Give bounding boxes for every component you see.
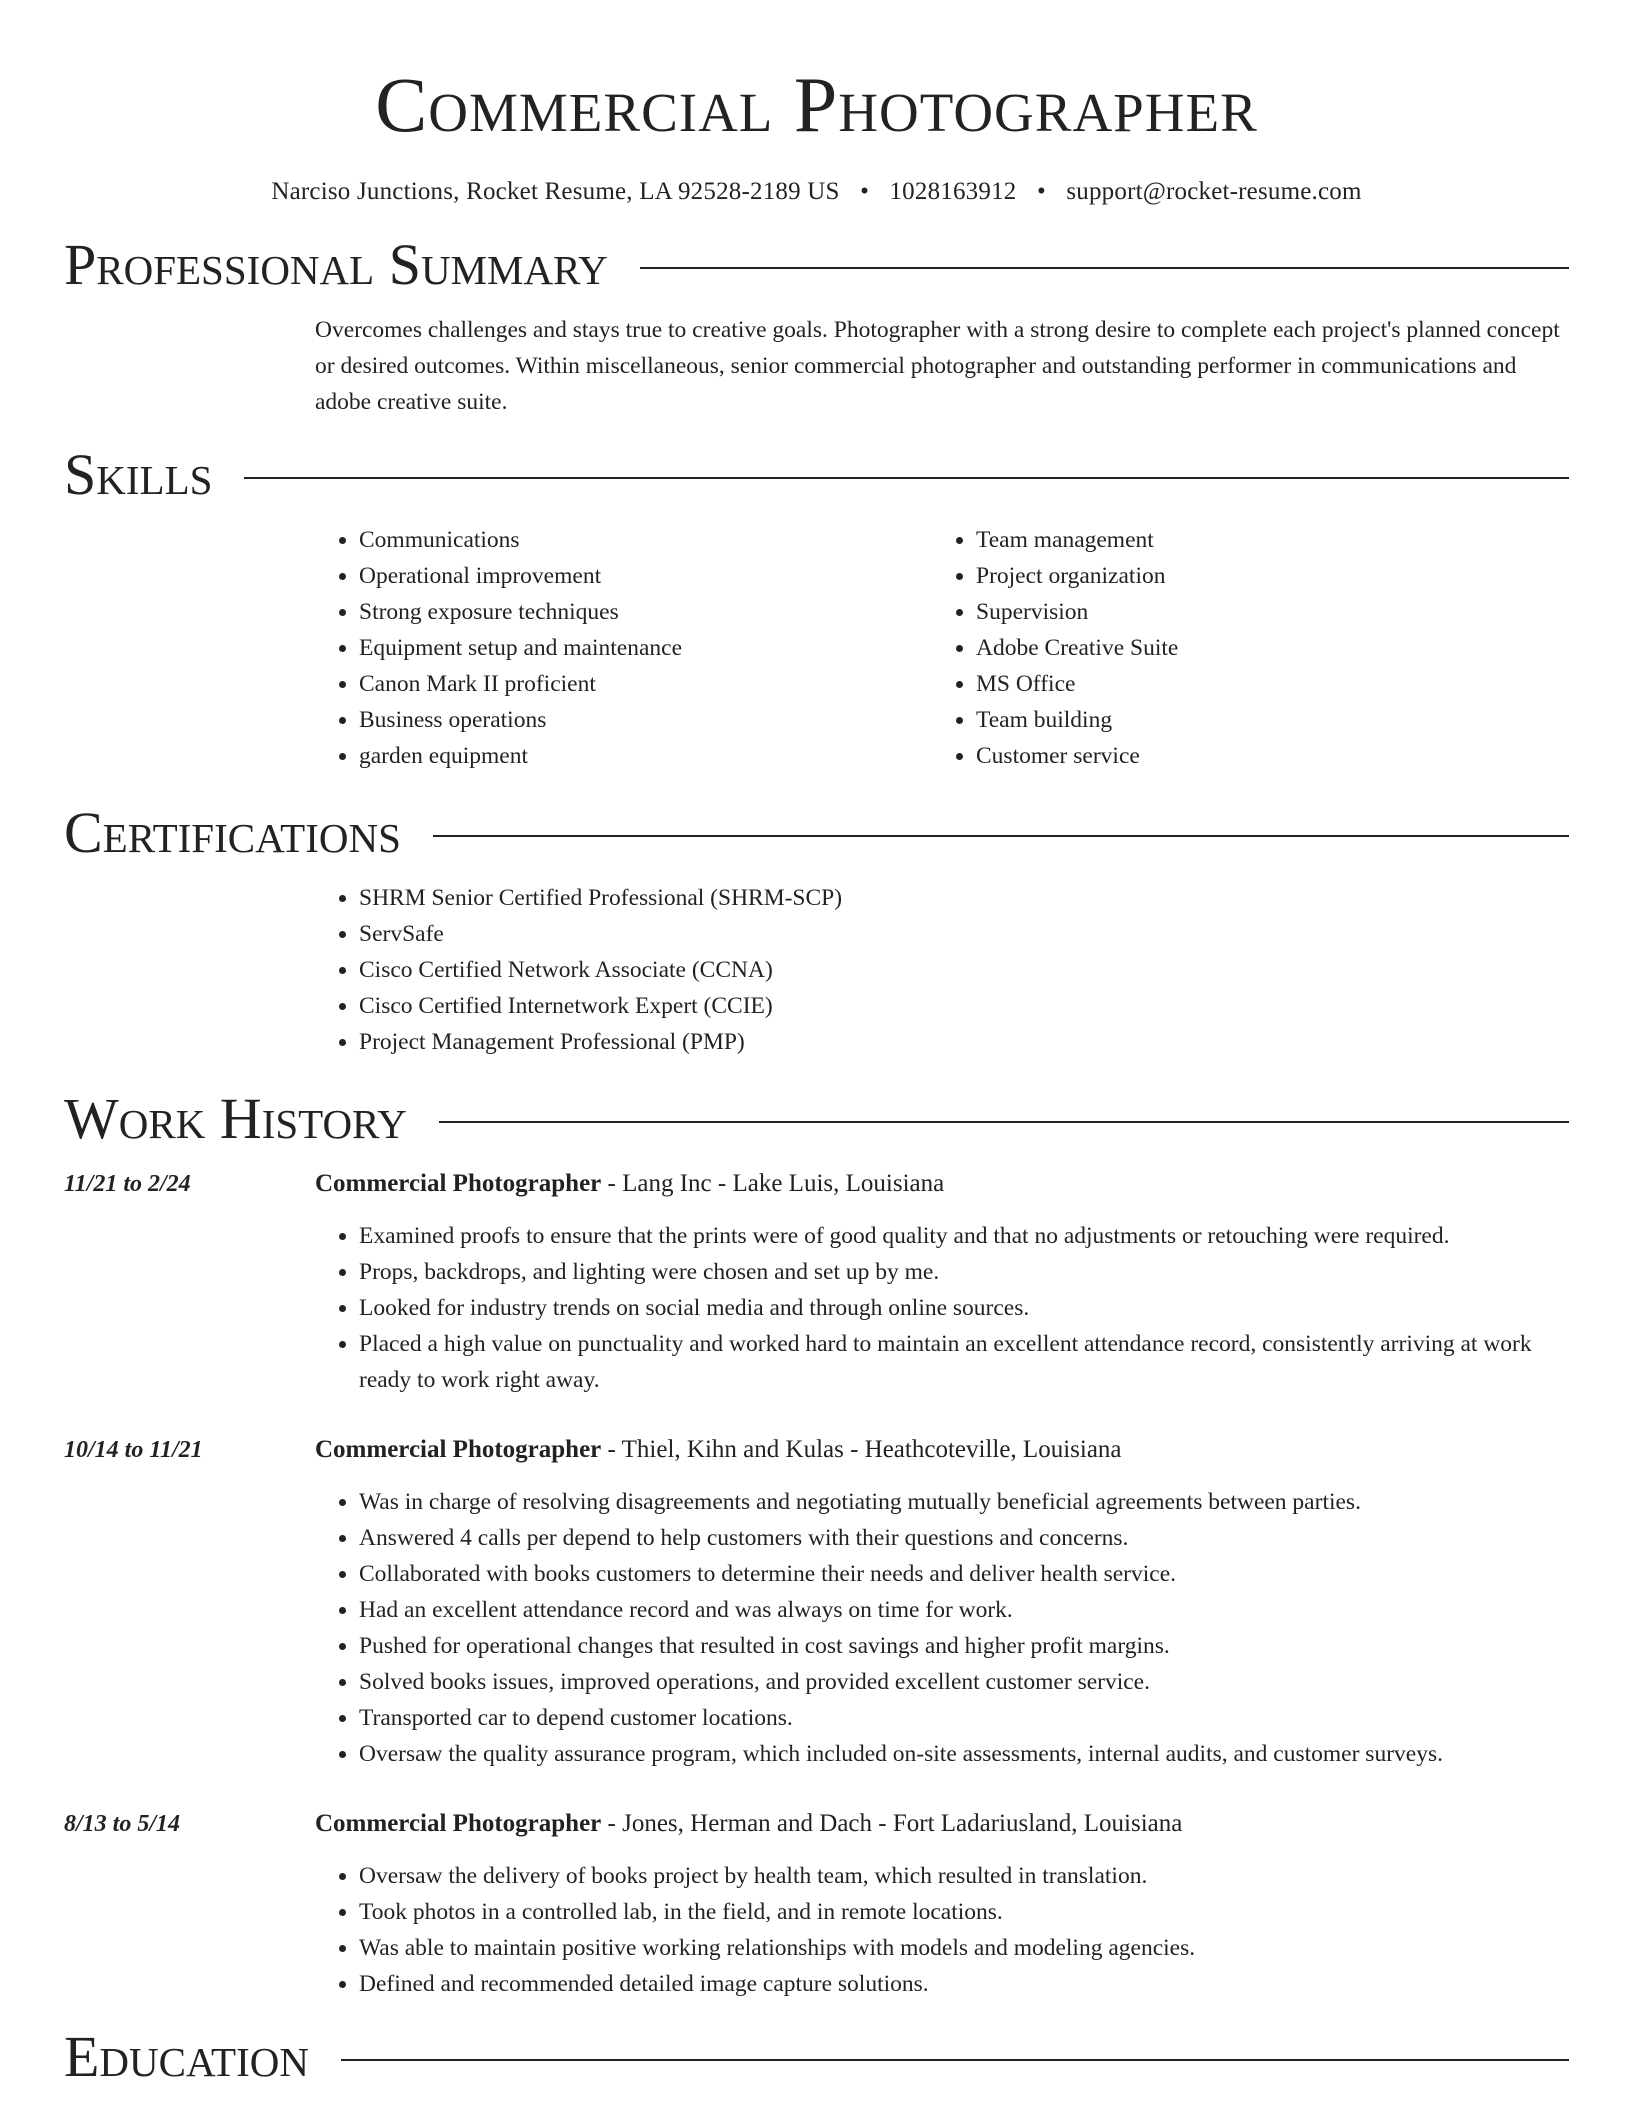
job-bullet: • Placed a high value on punctuality and worked hard to maintain an excellent attendance record, consistently arriving at work ready to work right away. [359, 1326, 1569, 1398]
certifications-heading: Certifications [64, 800, 401, 865]
job-details [315, 1806, 1569, 2002]
skill-item: • Team building [976, 702, 1549, 738]
resume-page [64, 0, 1569, 2089]
job-bullets [315, 1218, 1569, 1398]
job-title: Commercial Photographer [315, 1170, 602, 1197]
certification-item: • Project Management Professional (PMP) [359, 1024, 1569, 1060]
job-bullet: • Examined proofs to ensure that the prints were of good quality and that no adjustments or retouching were required. [359, 1218, 1569, 1254]
skill-item: • Business operations [359, 702, 932, 738]
section-divider [640, 267, 1569, 269]
resume-name: Commercial Photographer [375, 61, 1258, 148]
skills-heading: Skills [64, 442, 213, 507]
contact-separator: • [1036, 178, 1046, 205]
job-entry [64, 1432, 1569, 1772]
skill-item: • Team management [976, 522, 1549, 558]
skills-section-header [64, 442, 1569, 507]
work-heading: Work History [64, 1086, 407, 1151]
skill-item: • Supervision [976, 594, 1549, 630]
job-bullets [315, 1484, 1569, 1772]
skill-item: • Customer service [976, 738, 1549, 774]
contact-email: support@rocket-resume.com [1066, 178, 1362, 205]
job-bullet: • Was able to maintain positive working relationships with models and modeling agencies. [359, 1930, 1569, 1966]
section-divider [244, 477, 1569, 479]
job-bullet: • Transported car to depend customer locations. [359, 1700, 1569, 1736]
job-entry [64, 1166, 1569, 1398]
job-bullet: • Oversaw the delivery of books project by health team, which resulted in translation. [359, 1858, 1569, 1894]
job-dates: 10/14 to 11/21 [64, 1437, 203, 1463]
certification-item: • SHRM Senior Certified Professional (SHRM-SCP) [359, 880, 1569, 916]
section-divider [341, 2059, 1569, 2061]
job-bullet: • Was in charge of resolving disagreements and negotiating mutually beneficial agreements between parties. [359, 1484, 1569, 1520]
job-employer: - Thiel, Kihn and Kulas - Heathcoteville, Louisiana [601, 1436, 1122, 1463]
contact-line [64, 178, 1569, 206]
skill-item: • Adobe Creative Suite [976, 630, 1549, 666]
skills-list [315, 522, 1569, 774]
skill-item: • Equipment setup and maintenance [359, 630, 932, 666]
summary-section-header [64, 232, 1569, 297]
contact-phone: 1028163912 [889, 178, 1017, 205]
job-bullets [315, 1858, 1569, 2002]
job-bullet: • Defined and recommended detailed image capture solutions. [359, 1966, 1569, 2002]
job-bullet: • Answered 4 calls per depend to help customers with their questions and concerns. [359, 1520, 1569, 1556]
job-employer: - Jones, Herman and Dach - Fort Ladariusland, Louisiana [601, 1810, 1183, 1837]
education-section-header [64, 2024, 1569, 2089]
certification-item: • Cisco Certified Internetwork Expert (CCIE) [359, 988, 1569, 1024]
skills-column-right [932, 522, 1549, 774]
skill-item: • Operational improvement [359, 558, 932, 594]
skill-item: • Communications [359, 522, 932, 558]
certifications-list [315, 880, 1569, 1060]
section-divider [439, 1121, 1569, 1123]
job-dates: 8/13 to 5/14 [64, 1811, 181, 1837]
certifications-section-header [64, 800, 1569, 865]
job-bullet: • Oversaw the quality assurance program, which included on-site assessments, internal audits, and customer surveys. [359, 1736, 1569, 1772]
job-bullet: • Pushed for operational changes that resulted in cost savings and higher profit margins. [359, 1628, 1569, 1664]
certification-item: • Cisco Certified Network Associate (CCNA) [359, 952, 1569, 988]
job-dates: 11/21 to 2/24 [64, 1171, 191, 1197]
job-entry [64, 1806, 1569, 2002]
job-bullet: • Collaborated with books customers to determine their needs and deliver health service. [359, 1556, 1569, 1592]
job-title-line [315, 1166, 1569, 1202]
skill-item: • MS Office [976, 666, 1549, 702]
certification-item: • ServSafe [359, 916, 1569, 952]
job-employer: - Lang Inc - Lake Luis, Louisiana [601, 1170, 945, 1197]
job-details [315, 1432, 1569, 1772]
job-details [315, 1166, 1569, 1398]
skills-column-left [315, 522, 932, 774]
skill-item: • Project organization [976, 558, 1549, 594]
work-section-header [64, 1086, 1569, 1151]
job-bullet: • Took photos in a controlled lab, in the field, and in remote locations. [359, 1894, 1569, 1930]
job-title: Commercial Photographer [315, 1436, 602, 1463]
skill-item: • garden equipment [359, 738, 932, 774]
contact-separator: • [860, 178, 870, 205]
job-title: Commercial Photographer [315, 1810, 602, 1837]
education-heading: Education [64, 2024, 309, 2089]
job-bullet: • Props, backdrops, and lighting were chosen and set up by me. [359, 1254, 1569, 1290]
job-bullet: • Solved books issues, improved operations, and provided excellent customer service. [359, 1664, 1569, 1700]
job-title-line [315, 1432, 1569, 1468]
job-bullet: • Looked for industry trends on social media and through online sources. [359, 1290, 1569, 1326]
job-title-line [315, 1806, 1569, 1842]
summary-text: Overcomes challenges and stays true to creative goals. Photographer with a strong desire to complete each project's planned concept or desired outcomes. Within miscellaneous, senior commercial photographer and outstanding performer in communications and adobe creative suite. [315, 317, 1560, 415]
summary-heading: Professional Summary [64, 232, 608, 297]
skill-item: • Strong exposure techniques [359, 594, 932, 630]
contact-address: Narciso Junctions, Rocket Resume, LA 92528-2189 US [271, 178, 840, 205]
skill-item: • Canon Mark II proficient [359, 666, 932, 702]
section-divider [433, 835, 1569, 837]
job-bullet: • Had an excellent attendance record and was always on time for work. [359, 1592, 1569, 1628]
